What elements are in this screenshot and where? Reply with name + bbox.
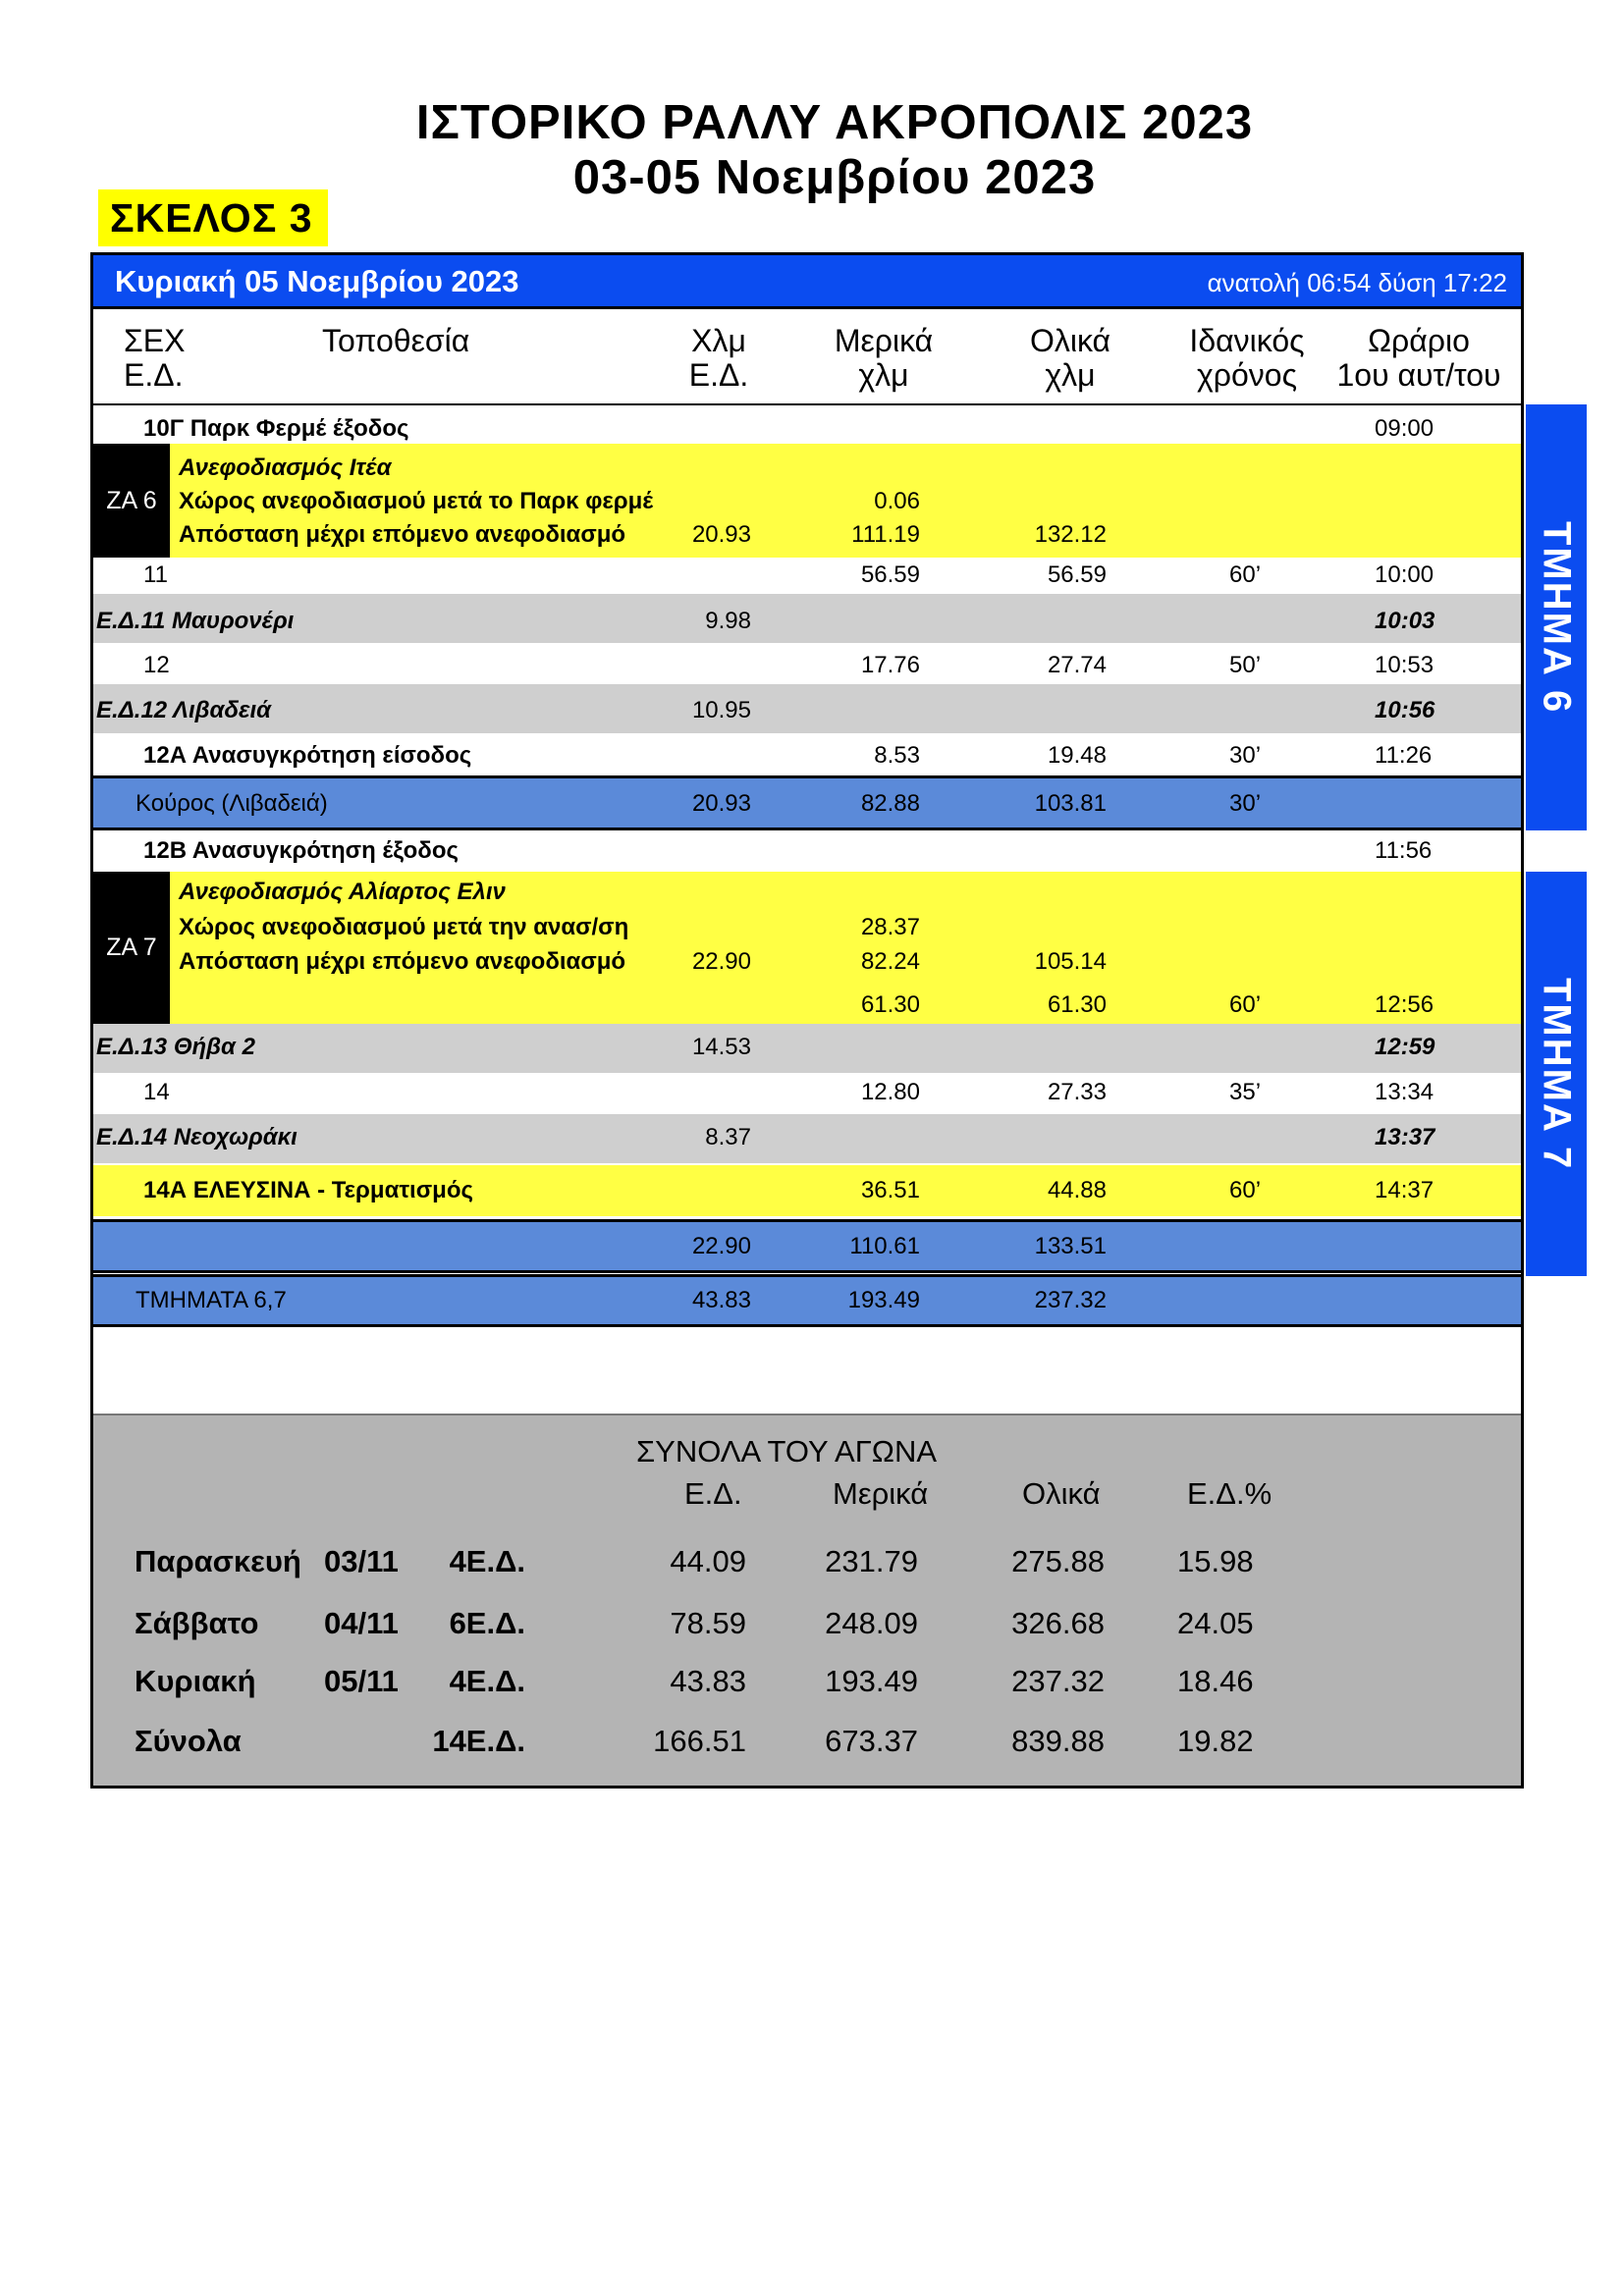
- summary-ss-cell: 43.83: [670, 1664, 746, 1698]
- tc13-total: 61.30: [1047, 991, 1107, 1018]
- tc14a-total: 44.88: [1047, 1177, 1107, 1203]
- za7-line2: Χώρος ανεφοδιασμού μετά την ανασ/ση: [179, 914, 629, 940]
- col-header-total: Ολικά χλμ: [1029, 323, 1111, 393]
- document-dates: 03-05 Νοεμβρίου 2023: [572, 151, 1097, 204]
- tc13-time: 12:56: [1375, 991, 1435, 1018]
- event-summary: [93, 1414, 1521, 1786]
- tc14a-location: 14Α ΕΛΕΥΣΙΝΑ - Τερματισμός: [143, 1177, 473, 1203]
- za7-line3: Απόσταση μέχρι επόμενο ανεφοδιασμό: [179, 948, 626, 975]
- za7-line3-partial: 82.24: [860, 948, 920, 975]
- za6-line2: Χώρος ανεφοδιασμού μετά το Παρκ φερμέ: [179, 488, 654, 514]
- tc13-ideal: 60’: [1229, 991, 1262, 1018]
- stage-band-ss11: [93, 594, 1521, 643]
- summary-header-total: Ολικά: [1022, 1476, 1101, 1511]
- tc10g-location: 10Γ Παρκ Φερμέ έξοδος: [143, 415, 409, 442]
- tc14-ideal: 35’: [1229, 1079, 1262, 1105]
- day-header: [93, 255, 1521, 309]
- sections-total-band: [93, 1274, 1521, 1327]
- summary-partial-cell: 248.09: [825, 1606, 918, 1640]
- ss14-location: Ε.Δ.14 Νεοχωράκι: [96, 1124, 298, 1150]
- summary-ss-cell: 78.59: [670, 1606, 746, 1640]
- tc14-partial: 12.80: [860, 1079, 920, 1105]
- ss12-location: Ε.Δ.12 Λιβαδειά: [96, 697, 272, 723]
- ss12-km: 10.95: [691, 697, 751, 723]
- summary-partial-cell: 231.79: [825, 1544, 918, 1578]
- col-header-schedule: Ωράριο 1ου αυτ/του: [1336, 323, 1501, 393]
- leg-label: ΣΚΕΛΟΣ 3: [98, 189, 328, 246]
- summary-stages-cell: 4Ε.Δ.: [449, 1664, 525, 1698]
- ss14-time: 13:37: [1375, 1124, 1435, 1150]
- ss11-location: Ε.Δ.11 Μαυρονέρι: [96, 608, 295, 634]
- tc11-ideal: 60’: [1229, 561, 1262, 588]
- summary-pct-cell: 15.98: [1177, 1544, 1254, 1578]
- tc14-total: 27.33: [1047, 1079, 1107, 1105]
- za6-line3-partial: 111.19: [851, 521, 920, 548]
- ss13-time: 12:59: [1375, 1034, 1435, 1060]
- summary-pct-cell: 18.46: [1177, 1664, 1254, 1698]
- summary-partial-cell: 673.37: [825, 1724, 918, 1758]
- ss13-km: 14.53: [691, 1034, 751, 1060]
- section-7-tab: ΤΜΗΜΑ 7: [1526, 872, 1587, 1276]
- regroup-total: 103.81: [1034, 790, 1107, 817]
- col-header-ideal-time: Ιδανικός χρόνος: [1189, 323, 1305, 393]
- summary-pct-cell: 19.82: [1177, 1724, 1254, 1758]
- stage-band-ss13: [93, 1024, 1521, 1073]
- summary-day-cell: Κυριακή: [135, 1664, 256, 1698]
- summary-day-cell: Σύνολα: [135, 1724, 242, 1758]
- section7-total-partial: 110.61: [849, 1233, 920, 1259]
- tc12b-time: 11:56: [1375, 837, 1433, 864]
- stage-band-ss12: [93, 684, 1521, 733]
- tc12a-partial: 8.53: [874, 742, 920, 769]
- summary-header-pct: Ε.Δ.%: [1187, 1476, 1272, 1511]
- tc12-total: 27.74: [1047, 652, 1107, 678]
- regroup-ss: 20.93: [691, 790, 751, 817]
- za7-line2-partial: 28.37: [860, 914, 920, 940]
- tc12-time: 10:53: [1375, 652, 1435, 678]
- tc12-location: 12: [143, 652, 170, 678]
- tc11-location: 11: [143, 561, 168, 588]
- summary-ss-cell: 44.09: [670, 1544, 746, 1578]
- tc14-location: 14: [143, 1079, 170, 1105]
- col-header-location: Τοποθεσία: [322, 323, 470, 358]
- tc11-time: 10:00: [1375, 561, 1435, 588]
- sections-total-total: 237.32: [1034, 1287, 1107, 1313]
- regroup-ideal: 30’: [1229, 790, 1262, 817]
- col-header-ss-km: Χλμ Ε.Δ.: [688, 323, 749, 393]
- tc12a-total: 19.48: [1047, 742, 1107, 769]
- day-title: Κυριακή 05 Νοεμβρίου 2023: [115, 264, 519, 298]
- document-title: ΙΣΤΟΡΙΚΟ ΡΑΛΛΥ ΑΚΡΟΠΟΛΙΣ 2023: [415, 96, 1254, 149]
- col-header-tc: ΣΕΧ Ε.Δ.: [124, 323, 186, 393]
- ss11-km: 9.98: [705, 608, 751, 634]
- za6-line3-ss: 20.93: [691, 521, 751, 548]
- regroup-partial: 82.88: [860, 790, 920, 817]
- tc12b-location: 12Β Ανασυγκρότηση έξοδος: [143, 837, 459, 864]
- tc12a-ideal: 30’: [1229, 742, 1262, 769]
- summary-header-ss: Ε.Δ.: [684, 1476, 742, 1511]
- section-6-tab: ΤΜΗΜΑ 6: [1526, 404, 1587, 830]
- summary-date-cell: 04/11: [324, 1606, 399, 1640]
- tc11-total: 56.59: [1047, 561, 1107, 588]
- ss12-time: 10:56: [1375, 697, 1435, 723]
- tc13-location: 13: [143, 991, 170, 1018]
- tc12a-location: 12Α Ανασυγκρότηση είσοδος: [143, 742, 472, 769]
- sections-total-label: ΤΜΗΜΑΤΑ 6,7: [135, 1287, 287, 1313]
- za7-line3-ss: 22.90: [691, 948, 751, 975]
- za6-line3: Απόσταση μέχρι επόμενο ανεφοδιασμό: [179, 521, 626, 548]
- summary-partial-cell: 193.49: [825, 1664, 918, 1698]
- za6-line3-total: 132.12: [1034, 521, 1107, 548]
- sections-total-ss: 43.83: [691, 1287, 751, 1313]
- summary-total-cell: 326.68: [1011, 1606, 1105, 1640]
- za7-title: Ανεφοδιασμός Αλίαρτος Ελιν: [179, 879, 506, 905]
- tc14-time: 13:34: [1375, 1079, 1435, 1105]
- summary-date-cell: 05/11: [324, 1664, 399, 1698]
- tc14a-partial: 36.51: [860, 1177, 920, 1203]
- stage-band-ss14: [93, 1114, 1521, 1163]
- za6-line2-partial: 0.06: [874, 488, 920, 514]
- sections-total-partial: 193.49: [847, 1287, 920, 1313]
- tc13-partial: 61.30: [860, 991, 920, 1018]
- summary-stages-cell: 14Ε.Δ.: [432, 1724, 525, 1758]
- section7-total-total: 133.51: [1034, 1233, 1107, 1259]
- tc14a-time: 14:37: [1375, 1177, 1435, 1203]
- ss11-time: 10:03: [1375, 608, 1435, 634]
- summary-ss-cell: 166.51: [653, 1724, 746, 1758]
- summary-day-cell: Σάββατο: [135, 1606, 259, 1640]
- col-header-partial: Μερικά χλμ: [834, 323, 934, 393]
- summary-pct-cell: 24.05: [1177, 1606, 1254, 1640]
- section7-total-band: [93, 1219, 1521, 1273]
- tc14a-ideal: 60’: [1229, 1177, 1262, 1203]
- summary-stages-cell: 6Ε.Δ.: [449, 1606, 525, 1640]
- tc10g-time: 09:00: [1375, 415, 1435, 442]
- ss14-km: 8.37: [705, 1124, 751, 1150]
- header-divider: [93, 403, 1521, 405]
- regroup-location: Κούρος (Λιβαδειά): [135, 790, 328, 817]
- summary-day-cell: Παρασκευή: [135, 1544, 301, 1578]
- summary-total-cell: 839.88: [1011, 1724, 1105, 1758]
- summary-total-cell: 237.32: [1011, 1664, 1105, 1698]
- section7-total-ss: 22.90: [691, 1233, 751, 1259]
- summary-total-cell: 275.88: [1011, 1544, 1105, 1578]
- summary-stages-cell: 4Ε.Δ.: [449, 1544, 525, 1578]
- sunrise-sunset: ανατολή 06:54 δύση 17:22: [1207, 268, 1507, 297]
- refuel-code-za6: ΖΑ 6: [93, 444, 170, 558]
- refuel-code-za7: ΖΑ 7: [93, 872, 170, 1024]
- tc11-partial: 56.59: [860, 561, 920, 588]
- summary-header-partial: Μερικά: [833, 1476, 929, 1511]
- tc12-partial: 17.76: [860, 652, 920, 678]
- summary-date-cell: 03/11: [324, 1544, 399, 1578]
- za6-title: Ανεφοδιασμός Ιτέα: [179, 454, 392, 481]
- tc12a-time: 11:26: [1375, 742, 1433, 769]
- tc12-ideal: 50’: [1229, 652, 1262, 678]
- za7-line3-total: 105.14: [1034, 948, 1107, 975]
- ss13-location: Ε.Δ.13 Θήβα 2: [96, 1034, 255, 1060]
- summary-title: ΣΥΝΟΛΑ ΤΟΥ ΑΓΩΝΑ: [636, 1434, 938, 1468]
